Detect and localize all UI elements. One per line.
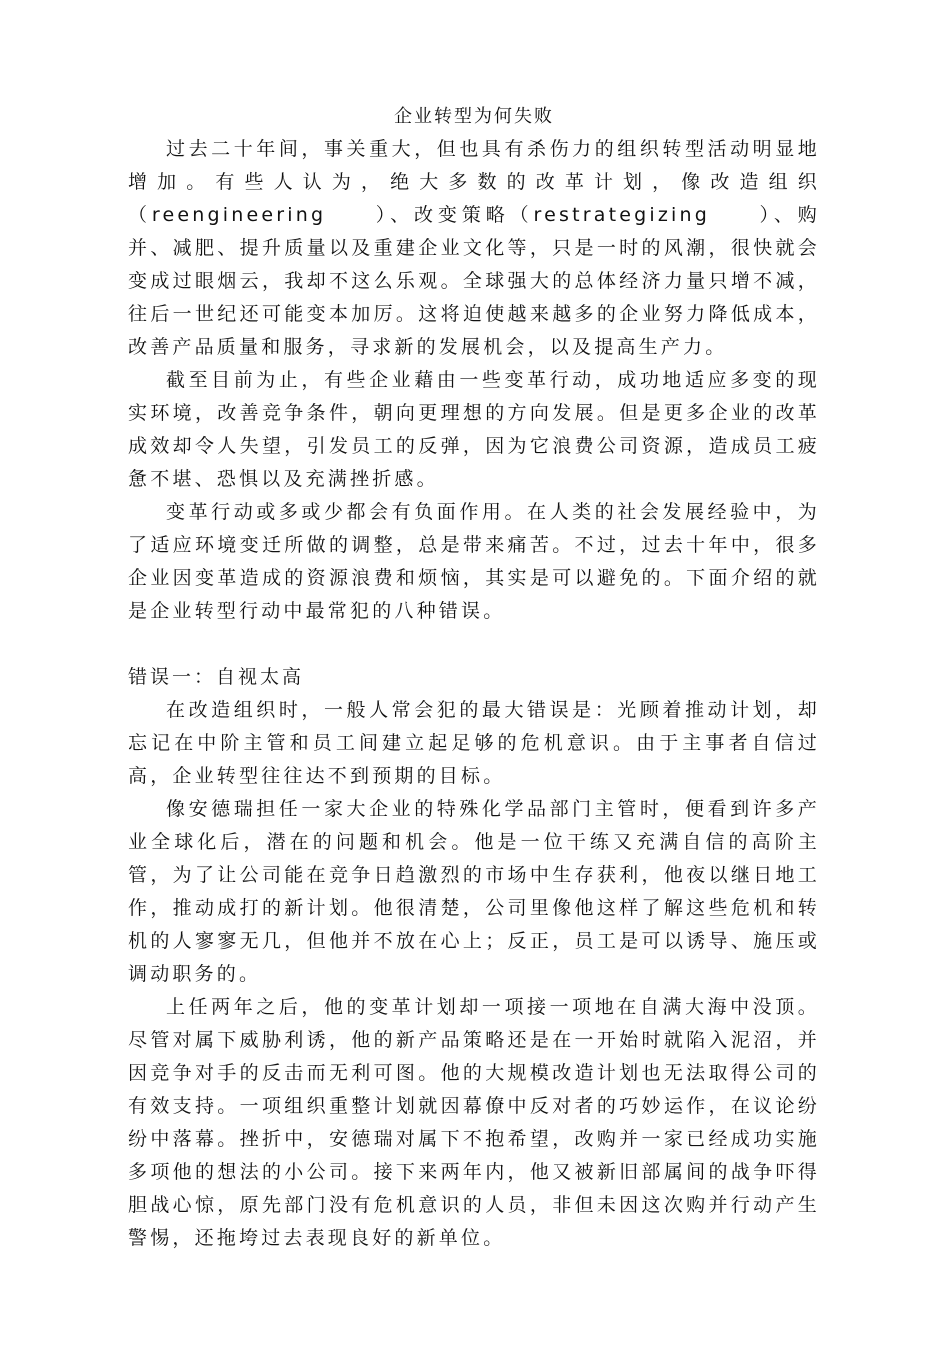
section-paragraph-3: 上任两年之后，他的变革计划却一项接一项地在自满大海中没顶。尽管对属下威胁利诱，他的新产品策略还是在一开始时就陷入泥沼，并因竞争对手的反击而无利可图。他的大规模改造计划也无法取得公司的有效支持。一项组织重整计划就因幕僚中反对者的巧妙运作，在议论纷纷中落幕。挫折中，安德瑞对属下不抱希望，改购并一家已经成功实施多项他的想法的小公司。接下来两年内，他又被新旧部属间的战争吓得胆战心惊，原先部门没有危机意识的人员，非但未因这次购并行动产生警惕，还拖垮过去表现良好的新单位。 [128, 996, 820, 1249]
intro-paragraph-1: 过去二十年间，事关重大，但也具有杀伤力的组织转型活动明显地增加。有些人认为，绝大多数的改革计划，像改造组织（reengineering ）、改变策略（restrategizing ）、购并、减肥、提升质量以及重建企业文化等，只是一时的风潮，很快就会变成过眼烟云，我却不这么乐观。全球强大的总体经济力量只增不减，往后一世纪还可能变本加厉。这将迫使越来越多的企业努力降低成本，改善产品质量和服务，寻求新的发展机会，以及提高生产力。 [128, 138, 820, 358]
section-paragraph-2: 像安德瑞担任一家大企业的特殊化学品部门主管时，便看到许多产业全球化后，潜在的问题和机会。他是一位干练又充满自信的高阶主管，为了让公司能在竞争日趋激烈的市场中生存获利，他夜以继日地工作，推动成打的新计划。他很清楚，公司里像他这样了解这些危机和转机的人寥寥无几，但他并不放在心上；反正，员工是可以诱导、施压或调动职务的。 [128, 798, 820, 985]
section-paragraph-1: 在改造组织时，一般人常会犯的最大错误是：光顾着推动计划，却忘记在中阶主管和员工间建立起足够的危机意识。由于主事者自信过高，企业转型往往达不到预期的目标。 [128, 699, 820, 787]
section-heading: 错误一：自视太高 [128, 666, 305, 688]
blank-line [128, 628, 820, 661]
document-title: 企业转型为何失败 [394, 106, 554, 127]
intro-paragraph-3: 变革行动或多或少都会有负面作用。在人类的社会发展经验中，为了适应环境变迁所做的调整，总是带来痛苦。不过，过去十年中，很多企业因变革造成的资源浪费和烦恼，其实是可以避免的。下面介绍的就是企业转型行动中最常犯的八种错误。 [128, 501, 820, 622]
document-page [128, 100, 820, 1255]
intro-paragraph-2: 截至目前为止，有些企业藉由一些变革行动，成功地适应多变的现实环境，改善竞争条件，朝向更理想的方向发展。但是更多企业的改革成效却令人失望，引发员工的反弹，因为它浪费公司资源，造成员工疲惫不堪、恐惧以及充满挫折感。 [128, 369, 820, 490]
